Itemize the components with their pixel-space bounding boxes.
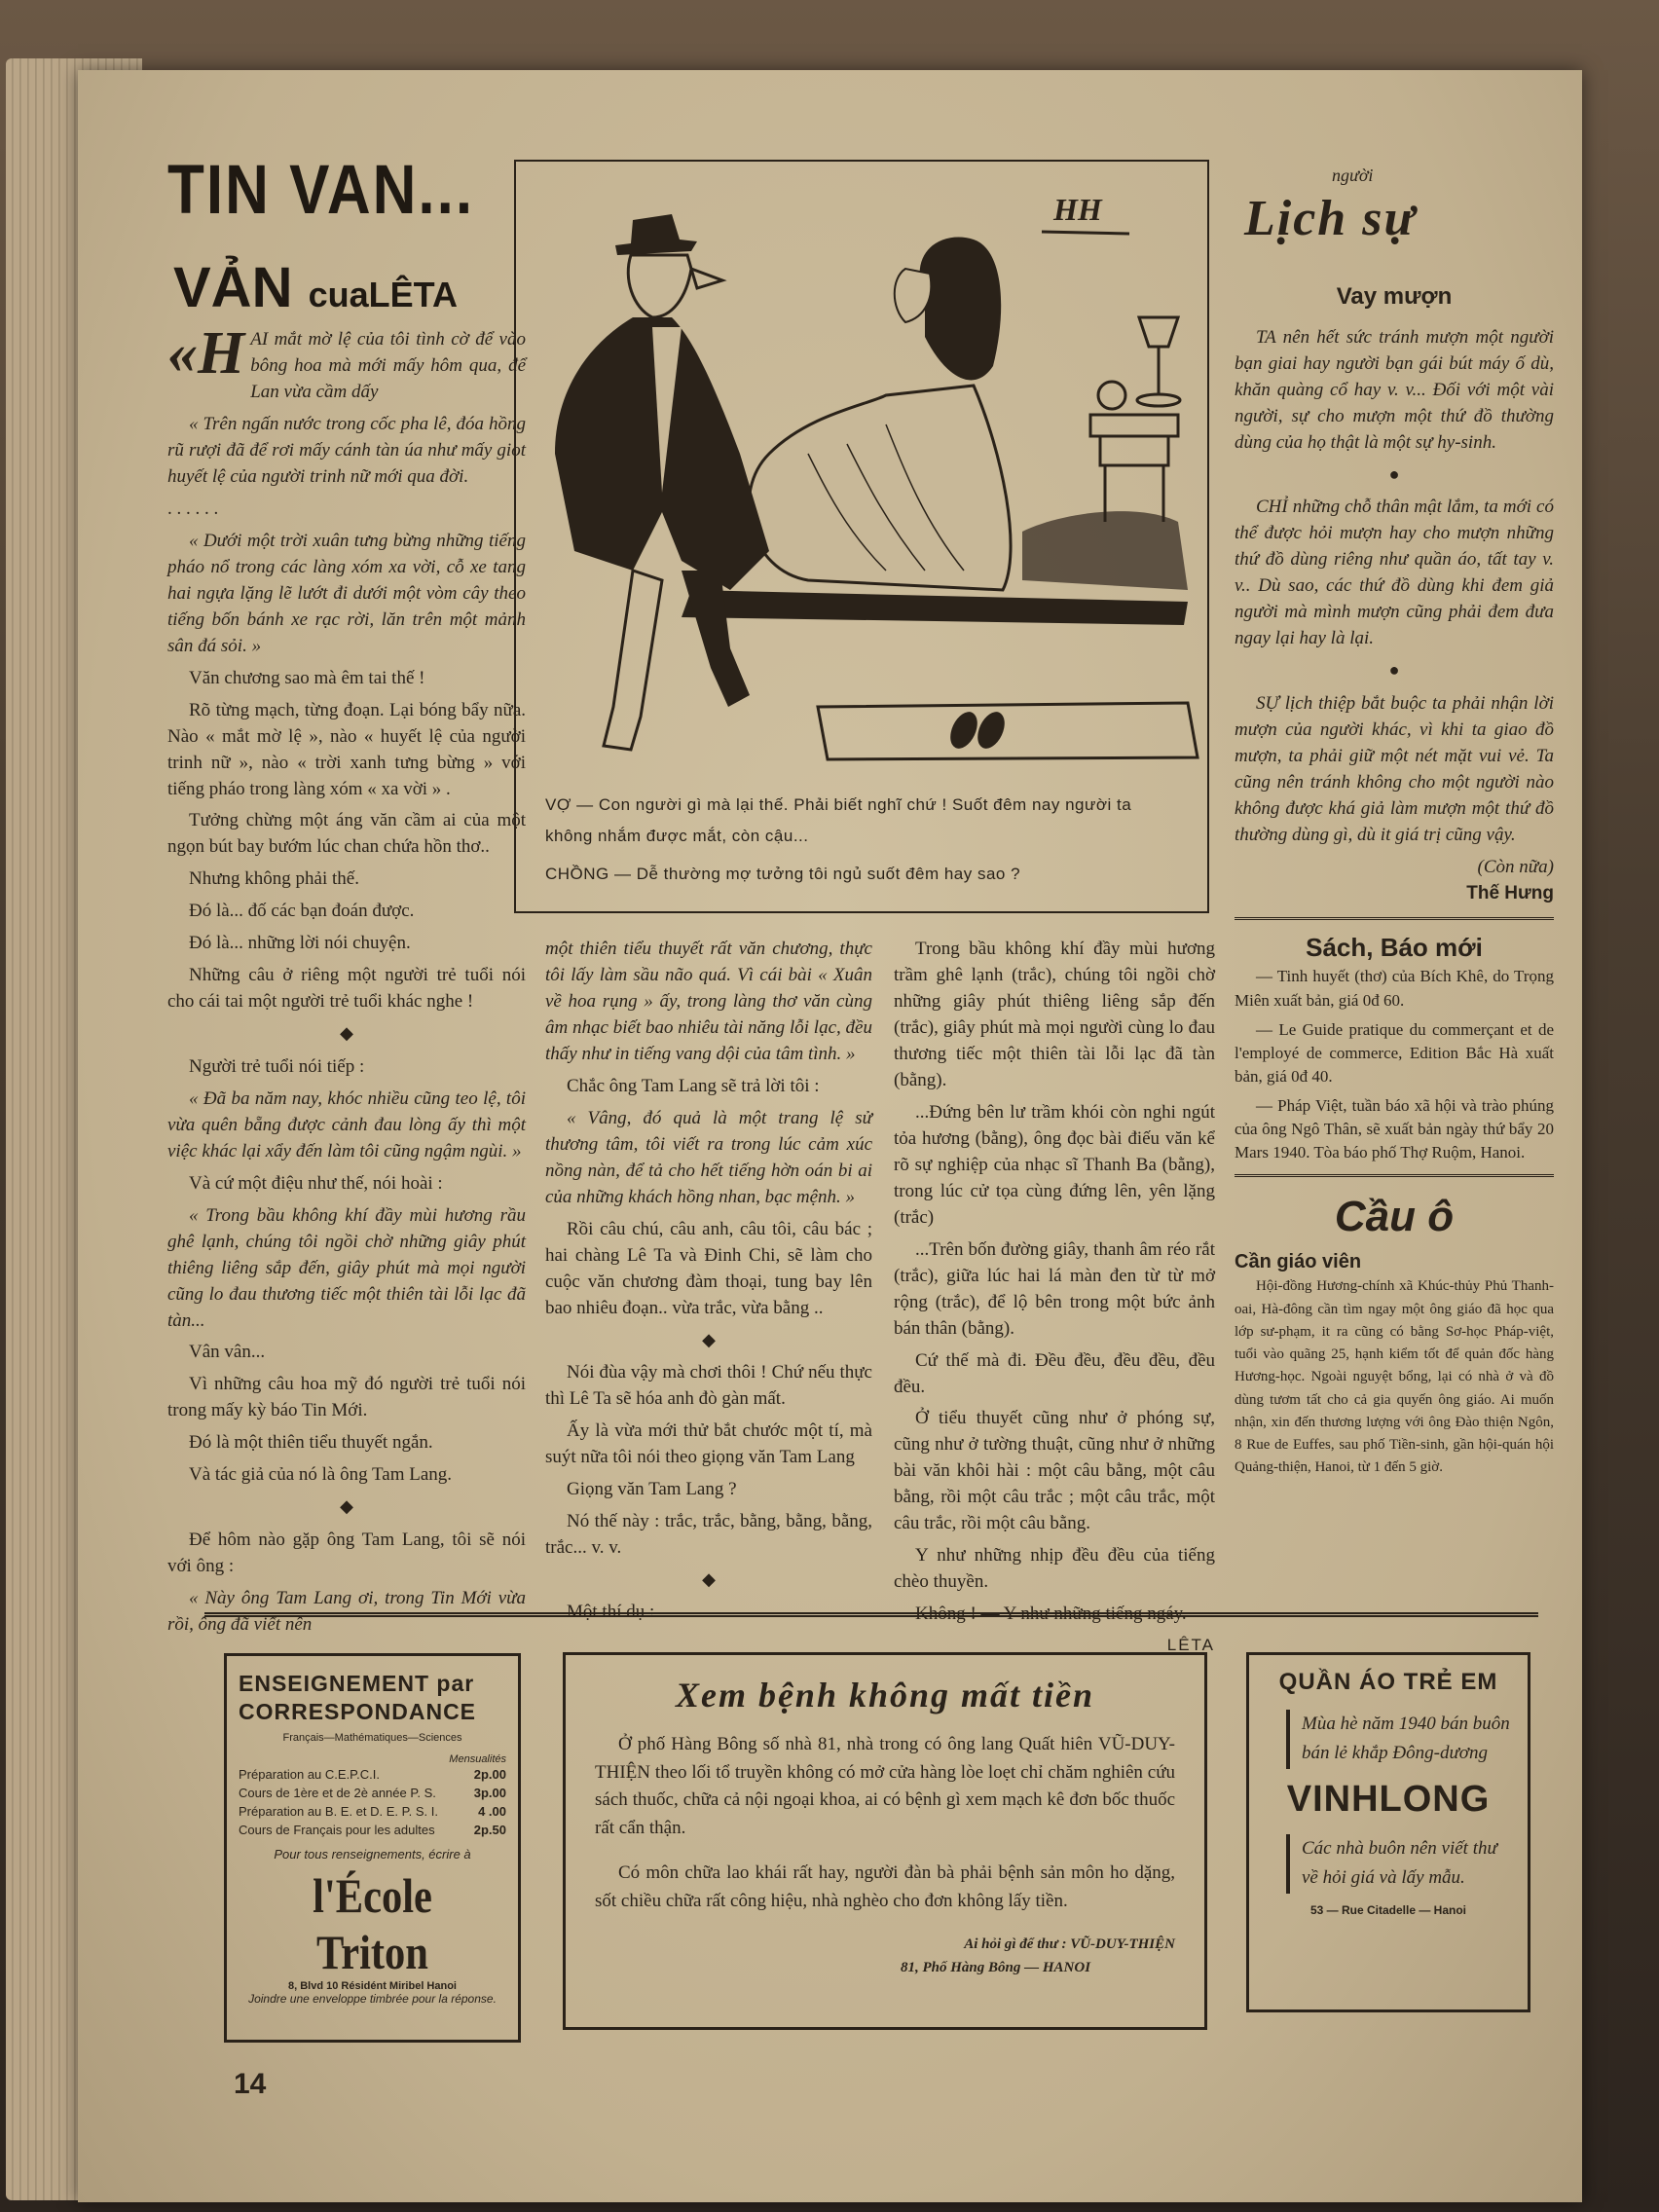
school-name: l'École Triton bbox=[313, 1867, 432, 1979]
paragraph: Rõ từng mạch, từng đoạn. Lại bóng bẩy nữa. Nào « mắt mờ lệ », nào « huyết lệ của người trinh nữ », nào « trời xanh tưng bừng » với tiếng pháo trong làng xóm « xa vời » . bbox=[167, 699, 526, 799]
brand-name: VINHLONG bbox=[1286, 1778, 1491, 1820]
paragraph: Đó là... đố các bạn đoán được. bbox=[189, 901, 415, 922]
ad-heading: ENSEIGNEMENT par bbox=[239, 1671, 475, 1696]
cartoon-frame bbox=[514, 160, 1209, 913]
fee-table bbox=[239, 1765, 506, 1839]
section-divider: ◆ bbox=[340, 1496, 353, 1517]
paragraph: Đó là... những lời nói chuyện. bbox=[189, 933, 411, 954]
table-row: Préparation au C.E.P.C.I. 2p.00 bbox=[239, 1766, 506, 1782]
school-note: Joindre une enveloppe timbrée pour la réponse. bbox=[248, 1991, 497, 2006]
paragraph: Nói đùa vậy mà chơi thôi ! Chứ nếu thực thì Lê Ta sẽ hóa anh đò gàn mất. bbox=[545, 1362, 872, 1410]
ad-text: Các nhà buôn nên viết thư về hỏi giá và lấy mẫu. bbox=[1286, 1834, 1512, 1894]
ad-heading: Xem bệnh không mất tiền bbox=[675, 1676, 1095, 1714]
ad-subjects: Français—Mathématiques—Sciences bbox=[282, 1731, 462, 1744]
fee-header: Mensualités bbox=[449, 1752, 506, 1765]
page-title: TIN VAN... bbox=[167, 151, 475, 230]
wanted-text: Hội-đồng Hương-chính xã Khúc-thủy Phủ Thanh-oai, Hà-đông cần tìm ngay một ông giáo đã học qua lớp sư-phạm, it ra cũng có bằng Sơ-học Pháp-việt, tuổi vào quãng 25, hạnh kiểm tốt để quản đốc hàng Hương-học. Ngoài nguyệt bổng, lại có nhà ở và đồ dùng tươm tất cho cả gia quyến ông giáo. Ai muốn nhận, xin đến thương lượng với ông Đào thiện Ngôn, 8 Rue de Euffes, sau phố Tiền-sinh, gần hội-quán hội Quảng-thiện, Hanoi, từ 1 đến 5 giờ. bbox=[1235, 1278, 1554, 1476]
third-column bbox=[894, 937, 1215, 1657]
paragraph: « Này ông Tam Lang ơi, trong Tin Mới vừa rồi, ông đã viết nên bbox=[167, 1587, 526, 1635]
paragraph: Giọng văn Tam Lang ? bbox=[567, 1478, 737, 1499]
ad-contact: Ai hỏi gì để thư : VŨ-DUY-THIỆN bbox=[964, 1936, 1175, 1952]
paragraph: Vì những câu hoa mỹ đó người trẻ tuổi nói trong mấy kỳ báo Tin Mới. bbox=[167, 1374, 526, 1421]
intro-text: AI mắt mờ lệ của tôi tình cờ để vào bông hoa mà mới mấy hôm qua, để Lan vừa cầm dấy bbox=[250, 329, 526, 402]
ad-paragraph: Ở phố Hàng Bông số nhà 81, nhà trong có ông lang Quất hiên VŨ-DUY-THIỆN theo lối tổ truyền không có mở cửa hàng lòe loẹt chỉ chăm nghiên cứu sách thuốc, chữa cả nội ngoại khoa, ai có bệnh gì xem mạch kê đơn bốc thuốc rất cẩn thận. bbox=[595, 1734, 1175, 1838]
continued-note: (Còn nữa) bbox=[1477, 856, 1554, 877]
column-title-main: VẢN bbox=[173, 256, 293, 319]
wanted-subheading: Cần giáo viên bbox=[1235, 1250, 1362, 1272]
ad-free-consultation bbox=[563, 1652, 1207, 2030]
section-divider: ● bbox=[1388, 463, 1400, 484]
left-column: «HAI mắt mờ lệ của tôi tình cờ để vào bông hoa mà mới mấy hôm qua, để Lan vừa cầm dấy « Trên ngấn nước trong cốc pha lê, đóa hồng rũ rượi đã để rơi mấy cánh tàn úa như mấy giọt huyết lệ của người trinh nữ mới qua đời. . . . . . . « Dưới một trời xuân tưng bừng những tiếng pháo nổ trong các làng xóm xa vời, cỗ xe tang hai ngựa lặng lẽ lướt đi dưới một vòm cây theo tiếng bốn bánh xe rạc rời, lăn trên một mảnh sân đá sỏi. » Văn chương sao mà êm tai thế ! Rõ từng mạch, từng đoạn. Lại bóng bẩy nữa. Nào « mắt mờ lệ », nào « huyết lệ của người trinh nữ », nào « trời xanh tưng bừng » với tiếng pháo trong làng xóm « xa vời » . Tưởng chừng một áng văn cầm ai của một ngọn bút bay bướm lúc chan chứa hồn thơ.. Nhưng không phải thế. Đó là... đố các bạn đoán được. Đó là... những lời nói chuyện. Những câu ở riêng một người trẻ tuổi nói cho cái tai một người trẻ tuổi khác nghe ! ◆ Người trẻ tuổi nói tiếp : « Đã ba năm nay, khóc nhiều cũng teo lệ, tôi vừa quên bẵng được cảnh đau lòng ấy thì một việc khác lại xẩy đến làm tôi cũng ngậm ngùi. » Và cứ một điệu như thế, nói hoài : « Trong bầu không khí đầy mùi hương rầu ghê lạnh, chúng tôi ngồi chờ những giây phút thiêng liêng sắp đến, giây phút mà mọi người cũng lo đau thương tiếc một thiên tài lỗi lạc đã tàn... Vân vân... Vì những câu hoa mỹ đó người trẻ tuổi nói trong mấy kỳ báo Tin Mới. Đó là một thiên tiểu thuyết ngắn. Và tác giả của nó là ông Tam Lang. ◆ Để hôm nào gặp ông Tam Lang, tôi sẽ nói với ông : « Này ông Tam Lang ơi, trong Tin Mới vừa rồi, ông đã viết nên bbox=[167, 327, 526, 1644]
paragraph: Nó thế này : trắc, trắc, bằng, bằng, bằng, trắc... v. v. bbox=[545, 1510, 872, 1558]
paragraph: Người trẻ tuổi nói tiếp : bbox=[189, 1055, 365, 1077]
paragraph: Một thí dụ : bbox=[567, 1602, 655, 1623]
section-divider: ◆ bbox=[340, 1023, 353, 1044]
ad-info: Pour tous renseignements, écrire à bbox=[274, 1846, 471, 1862]
caption-wife: VỢ — Con người gì mà lại thế. Phải biết nghĩ chứ ! Suốt đêm nay người ta không nhắm được mắt, còn cậu... bbox=[545, 795, 1132, 846]
paragraph: Và cứ một điệu như thế, nói hoài : bbox=[189, 1172, 443, 1194]
logo-small-text: người bbox=[1332, 166, 1374, 185]
paragraph: Vân vân... bbox=[189, 1342, 266, 1363]
ad-address: 81, Phố Hàng Bông — HANOI bbox=[901, 1960, 1091, 1975]
paragraph: « Dưới một trời xuân tưng bừng những tiếng pháo nổ trong các làng xóm xa vời, cỗ xe tang hai ngựa lặng lẽ lướt đi dưới một vòm cây theo tiếng bốn bánh xe rạc rời, lăn trên một mảnh sân đá sỏi. » bbox=[167, 530, 526, 656]
ad-heading: CORRESPONDANCE bbox=[239, 1698, 477, 1724]
books-heading: Sách, Báo mới bbox=[1306, 932, 1483, 962]
artist-signature: HH bbox=[1053, 192, 1102, 227]
ad-paragraph: Có môn chữa lao khái rất hay, người đàn bà phải bệnh sản môn ho dặng, sốt chiều chữa rất công hiệu, nhà nghèo cho đơn không lấy tiền. bbox=[595, 1862, 1175, 1911]
ads-separator bbox=[204, 1612, 1538, 1617]
author-signature: LÊTA bbox=[1166, 1636, 1215, 1655]
paragraph: Cứ thế mà đi. Đều đều, đều đều, đều đều. bbox=[894, 1349, 1215, 1397]
ad-heading: QUẦN ÁO TRẺ EM bbox=[1278, 1669, 1498, 1695]
ad-correspondence-school bbox=[224, 1653, 521, 2043]
paragraph: một thiên tiểu thuyết rất văn chương, thực tôi lấy làm sầu não quá. Vì cái bài « Xuân về hoa rụng » ấy, trong làng thơ văn cùng âm nhạc biết bao nhiêu tài năng lỗi lạc, đều thấy như in tiếng vang dội của tâm tình. » bbox=[545, 939, 872, 1064]
page-number: 14 bbox=[234, 2068, 267, 2100]
book-entry: — Le Guide pratique du commerçant et de l'employé de commerce, Edition Bắc Hà xuất bản, giá 0đ 40. bbox=[1235, 1019, 1554, 1086]
intro-paragraph bbox=[167, 320, 526, 406]
paragraph: Chắc ông Tam Lang sẽ trả lời tôi : bbox=[567, 1075, 820, 1096]
right-column bbox=[1235, 164, 1554, 1486]
paragraph: Không ! — Y như những tiếng ngáy. bbox=[915, 1604, 1187, 1625]
section-divider: ● bbox=[1388, 660, 1400, 681]
paragraph: Ấy là vừa mới thử bắt chước một tí, mà suýt nữa tôi nói theo giọng văn Tam Lang bbox=[545, 1420, 872, 1468]
paragraph: Và tác giả của nó là ông Tam Lang. bbox=[189, 1464, 453, 1486]
book-entry: — Tinh huyết (thơ) của Bích Khê, do Trọng Miên xuất bản, giá 0đ 60. bbox=[1235, 967, 1554, 1010]
paragraph: Đó là một thiên tiểu thuyết ngắn. bbox=[189, 1432, 433, 1454]
caption-husband: CHỒNG — Dễ thường mợ tưởng tôi ngủ suốt đêm hay sao ? bbox=[545, 864, 1021, 883]
logo-main-text: Lịch sự bbox=[1244, 191, 1417, 246]
ad-kids-clothing bbox=[1246, 1652, 1530, 2012]
table-row: Cours de Français pour les adultes 2p.50 bbox=[239, 1822, 506, 1837]
paragraph: Y như những nhịp đều đều của tiếng chèo thuyền. bbox=[894, 1545, 1215, 1593]
book-entry: — Pháp Việt, tuần báo xã hội và trào phúng của ông Ngô Thân, sẽ xuất bản ngày thứ bẩy 20 Mars 1940. Tòa báo phố Thợ Ruộm, Hanoi. bbox=[1235, 1096, 1554, 1162]
paragraph: Văn chương sao mà êm tai thế ! bbox=[189, 667, 425, 688]
paragraph: Để hôm nào gặp ông Tam Lang, tôi sẽ nói với ông : bbox=[167, 1529, 526, 1576]
paragraph: Rồi câu chú, câu anh, câu tôi, câu bác ; hai chàng Lê Ta và Đinh Chi, sẽ làm cho cuộc văn chương đàm thoại, tung bay lên bao nhiêu đoạn.. vừa trắc, vừa bằng .. bbox=[545, 1218, 872, 1318]
table-row: Cours de 1ère et de 2è année P. S. 3p.00 bbox=[239, 1785, 506, 1800]
ad-address: 53 — Rue Citadelle — Hanoi bbox=[1309, 1902, 1467, 1917]
paragraph: « Trong bầu không khí đầy mùi hương rầu ghê lạnh, chúng tôi ngồi chờ những giây phút thiêng liêng sắp đến, giây phút mà mọi người cũng lo đau thương tiếc một thiên tài lỗi lạc đã tàn... bbox=[167, 1204, 526, 1331]
paragraph: SỰ lịch thiệp bắt buộc ta phải nhận lời mượn của người khác, vì khi ta giao đồ mượn, ta phải giữ một nét mặt vui vẻ. Ta cũng nên tránh không cho một người nào không được khá giả làm mượn một thứ đồ thường dùng gì, dù it giá trị cũng vậy. bbox=[1235, 692, 1554, 845]
cartoon-illustration bbox=[516, 162, 1203, 765]
paragraph: Tưởng chừng một áng văn cầm ai của một ngọn bút bay bướm lúc chan chứa hồn thơ.. bbox=[167, 810, 526, 858]
column-title-author: cuaLÊTA bbox=[308, 275, 458, 314]
paragraph: Ở tiểu thuyết cũng như ở phóng sự, cũng như ở tường thuật, cũng như ở những bài văn khôi hài : một câu bằng, một câu bằng, rồi một câu trắc ; một câu trắc, một câu trắc, rồi một câu bằng. bbox=[894, 1408, 1215, 1534]
etiquette-logo bbox=[1235, 164, 1554, 271]
middle-column bbox=[545, 937, 872, 1632]
paragraph: Trong bầu không khí đầy mùi hương trầm ghê lạnh (trắc), chúng tôi ngồi chờ những giây phút thiêng liêng sắp đến (trắc), giây phút mà mọi người cùng lo đau thương tiếc một thiên tài lỗi lạc đã tàn (bằng). bbox=[894, 939, 1215, 1090]
column-title bbox=[173, 255, 458, 320]
paragraph: « Vâng, đó quả là một trang lệ sử thương tâm, tôi viết ra trong lúc cảm xúc nồng nàn, để tả cho hết tiếng hờn oán bi ai của những khách hồng nhan, bạc mệnh. » bbox=[545, 1107, 872, 1207]
table-row: Préparation au B. E. et D. E. P. S. I. 4 .00 bbox=[239, 1803, 506, 1819]
paragraph: Những câu ở riêng một người trẻ tuổi nói cho cái tai một người trẻ tuổi khác nghe ! bbox=[167, 965, 526, 1013]
cartoon-caption bbox=[545, 790, 1178, 890]
ad-text: Mùa hè năm 1940 bán buôn bán lẻ khắp Đông-dương bbox=[1286, 1710, 1512, 1769]
paragraph: « Đã ba năm nay, khóc nhiều cũng teo lệ, tôi vừa quên bẵng được cảnh đau lòng ấy thì một việc khác lại xẩy đến làm tôi cũng ngậm ngùi. » bbox=[167, 1088, 526, 1161]
article-title: Vay mượn bbox=[1336, 283, 1453, 310]
paragraph: CHỈ những chỗ thân mật lắm, ta mới có thể được hỏi mượn hay cho mượn những thứ đồ dùng riêng như quần áo, tất tay v. v.. Dù sao, các thứ đồ dùng khi đem giả người mà mình mượn cũng phải đem đưa ngay lại hay là lại. bbox=[1235, 497, 1554, 649]
article-author: Thế Hưng bbox=[1466, 882, 1554, 903]
school-address: 8, Blvd 10 Résidént Miribel Hanoi bbox=[288, 1979, 457, 1992]
wanted-heading: Cầu ô bbox=[1334, 1193, 1455, 1241]
paragraph: TA nên hết sức tránh mượn một người bạn giai hay người bạn gái bút máy ố dù, khăn quàng cổ hay v. v... Đối với một vài người, sự cho mượn một thứ đồ thường dùng của họ thật là một sự hy-sinh. bbox=[1235, 327, 1554, 453]
paragraph: « Trên ngấn nước trong cốc pha lê, đóa hồng rũ rượi đã để rơi mấy cánh tàn úa như mấy giọt huyết lệ của người trinh nữ mới qua đời. bbox=[167, 413, 526, 487]
section-divider: ◆ bbox=[702, 1568, 716, 1589]
section-divider: ◆ bbox=[702, 1329, 716, 1349]
paragraph: ...Trên bốn đường giây, thanh âm réo rắt (trắc), giữa lúc hai lá màn đen từ từ mở rộng (trắc), để lộ bên trong một bức ảnh bán thân (bằng). bbox=[894, 1238, 1215, 1339]
paragraph: ...Đứng bên lư trầm khói còn nghi ngút tỏa hương (bằng), ông đọc bài điếu văn kể rõ sự nghiệp của nhạc sĩ Thanh Ba (bằng), trong lúc cử tọa cùng đứng lên, yên lặng (trắc) bbox=[894, 1101, 1215, 1228]
dropcap: «H bbox=[167, 320, 245, 387]
paragraph: Nhưng không phải thế. bbox=[189, 868, 359, 890]
